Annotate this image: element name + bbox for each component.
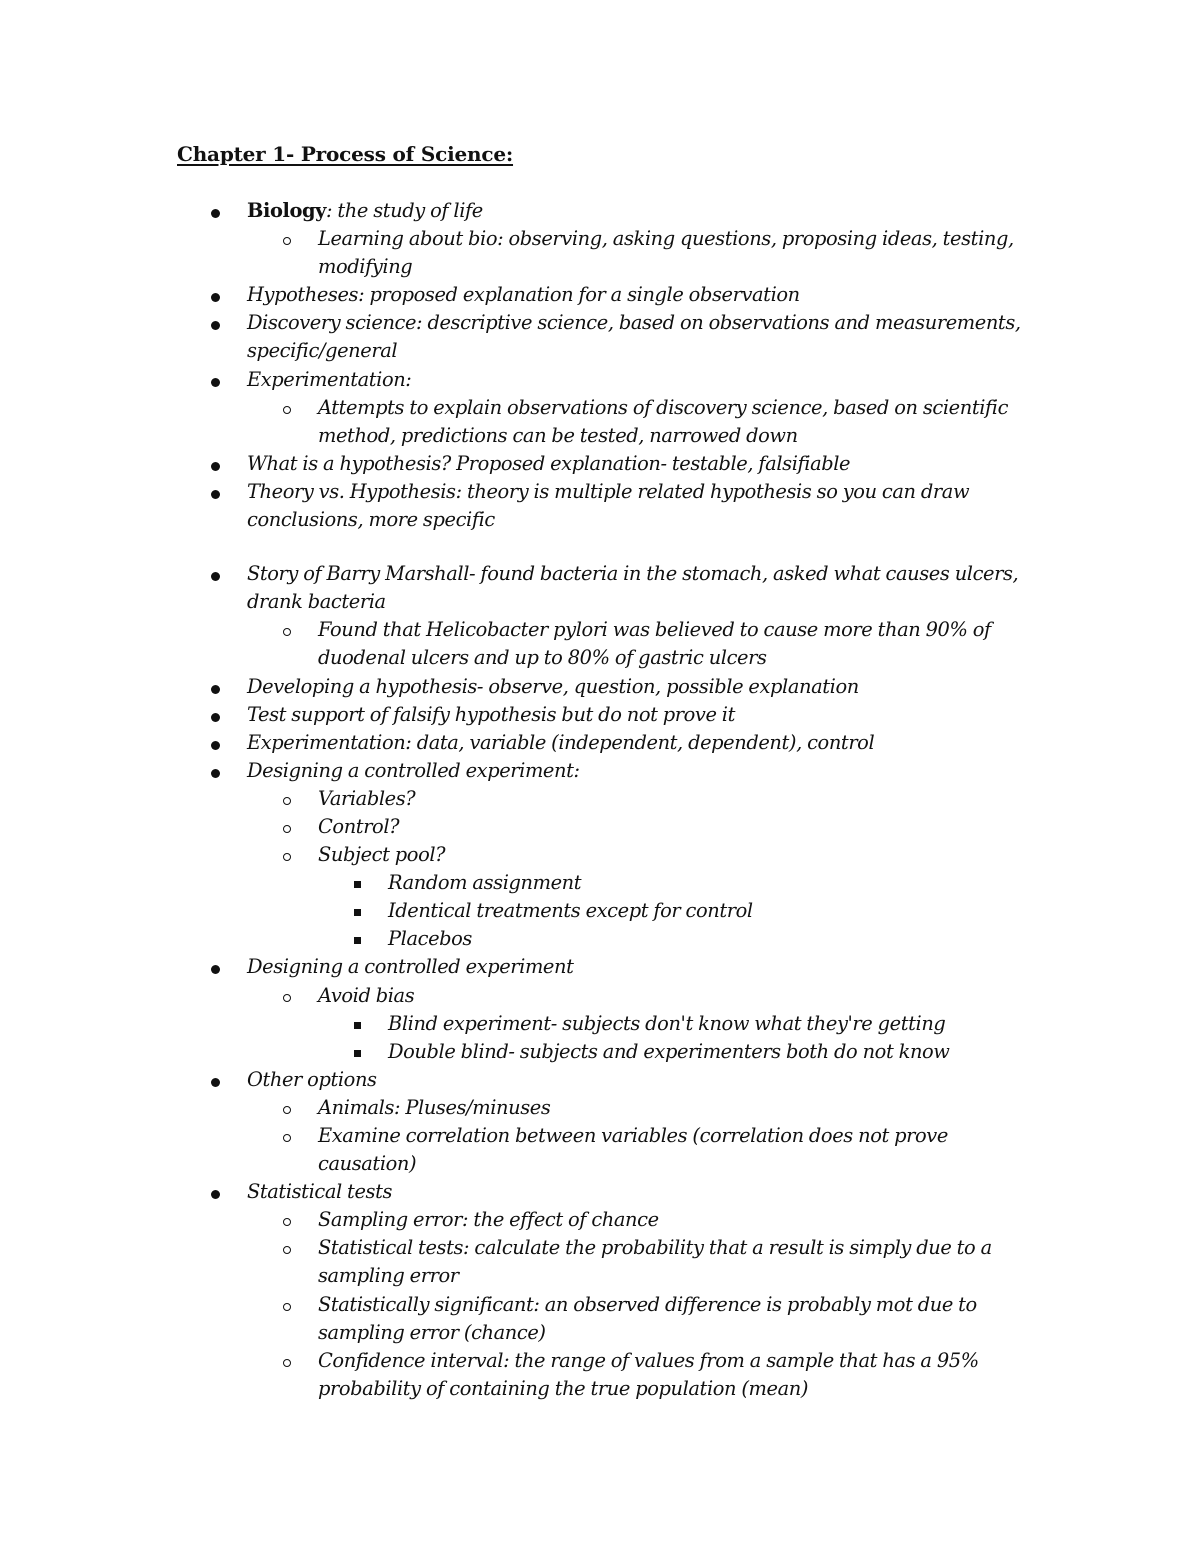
item-text: Attempts to explain observations of discovery science, based on scientific method, predictions can be tested, narrowed down [318,395,1009,447]
item-text: Discovery science: descriptive science, based on observations and measurements, specific/general [247,311,1021,363]
bullet-icon [211,965,220,974]
item-text: Double blind- subjects and experimenters both do not know [388,1039,950,1063]
circle-bullet-icon [283,628,291,636]
bullet-icon [211,490,220,499]
list-item-level-2 [318,394,1038,450]
circle-bullet-icon [283,1303,291,1311]
bullet-icon [211,1190,220,1199]
square-bullet-icon [354,1022,361,1029]
list-item-level-1 [247,1178,1037,1206]
list-item-level-2 [318,785,1038,813]
item-text: Other options [247,1067,377,1091]
item-text: Subject pool? [318,843,446,867]
blank-line [0,534,1200,560]
list-item-level-2 [318,1291,1038,1347]
notes-outline [0,197,1200,1403]
list-item-level-1 [247,701,1037,729]
list-item-level-1 [247,757,1037,785]
item-text: Found that Helicobacter pylori was believed to cause more than 90% of duodenal ulcers and up to 80% of gastric ulcers [318,618,991,670]
list-item-level-3 [388,925,1038,953]
circle-bullet-icon [283,994,291,1002]
list-item-level-2 [318,1347,1038,1403]
bullet-icon [211,462,220,471]
bullet-icon [211,713,220,722]
circle-bullet-icon [283,237,291,245]
list-item-level-1 [247,560,1037,616]
list-item-level-3 [388,1038,1038,1066]
bullet-icon [211,572,220,581]
circle-bullet-icon [283,1218,291,1226]
list-item-level-1 [247,309,1037,365]
circle-bullet-icon [283,797,291,805]
bullet-icon [211,209,220,218]
list-item-level-1 [247,197,1037,225]
list-item-level-2 [318,616,1038,672]
bullet-icon [211,321,220,330]
item-text: Identical treatments except for control [388,899,753,923]
square-bullet-icon [354,1050,361,1057]
item-text: Examine correlation between variables (correlation does not prove causation) [318,1124,948,1176]
square-bullet-icon [354,909,361,916]
item-text: Learning about bio: observing, asking questions, proposing ideas, testing, modifying [318,227,1014,279]
circle-bullet-icon [283,1246,291,1254]
item-text: Designing a controlled experiment: [247,758,580,782]
bullet-icon [211,378,220,387]
item-text: Designing a controlled experiment [247,955,574,979]
list-item-level-2 [318,1122,1038,1178]
circle-bullet-icon [283,853,291,861]
list-item-level-1 [247,729,1037,757]
item-text: Control? [318,814,400,838]
list-item-level-1 [247,1066,1037,1094]
page-title: Chapter 1- Process of Science: [177,142,514,166]
item-text: Statistically significant: an observed difference is probably mot due to sampling error (chance) [318,1292,977,1344]
item-text: Theory vs. Hypothesis: theory is multiple related hypothesis so you can draw conclusions, more specific [247,479,970,532]
item-text: Story of Barry Marshall- found bacteria in the stomach, asked what causes ulcers, drank bacteria [247,562,1019,614]
item-text: Avoid bias [318,983,415,1007]
list-item-level-2 [318,225,1038,281]
list-item-level-3 [388,869,1038,897]
circle-bullet-icon [283,1106,291,1114]
bullet-icon [211,685,220,694]
item-text: : the study of life [326,199,483,222]
list-item-level-3 [388,897,1038,925]
item-text: Experimentation: [247,367,412,391]
square-bullet-icon [354,881,361,888]
circle-bullet-icon [283,825,291,833]
circle-bullet-icon [283,1359,291,1367]
list-item-level-1 [247,281,1037,309]
list-item-level-2 [318,841,1038,869]
item-text: Blind experiment- subjects don't know what they're getting [388,1011,946,1035]
bullet-icon [211,1078,220,1087]
list-item-level-3 [388,1010,1038,1038]
list-item-level-1 [247,478,1037,534]
item-text: Variables? [318,786,416,810]
list-item-level-2 [318,1094,1038,1122]
list-item-level-1 [247,450,1037,478]
item-text: Statistical tests: calculate the probability that a result is simply due to a sampling error [318,1236,992,1288]
item-text: Confidence interval: the range of values from a sample that has a 95% probability of containing the true population (mean) [318,1348,979,1400]
circle-bullet-icon [283,1134,291,1142]
item-text: Developing a hypothesis- observe, question, possible explanation [247,674,859,698]
bullet-icon [211,769,220,778]
item-term: Biology [247,199,327,222]
item-text: Hypotheses: proposed explanation for a single observation [247,283,800,307]
list-item-level-1 [247,366,1037,394]
list-item-level-2 [318,982,1038,1010]
circle-bullet-icon [283,406,291,414]
list-item-level-1 [247,953,1037,981]
square-bullet-icon [354,937,361,944]
list-item-level-1 [247,673,1037,701]
list-item-level-2 [318,1206,1038,1234]
bullet-icon [211,741,220,750]
list-item-level-2 [318,1234,1038,1290]
list-item-level-2 [318,813,1038,841]
item-text: Placebos [388,927,472,951]
item-text: Animals: Pluses/minuses [318,1095,551,1119]
bullet-icon [211,293,220,302]
item-text: Test support of falsify hypothesis but do not prove it [247,702,735,726]
item-text: Sampling error: the effect of chance [318,1208,659,1232]
item-text: Experimentation: data, variable (independent, dependent), control [247,730,875,754]
item-text: Statistical tests [247,1180,393,1204]
item-text: What is a hypothesis? Proposed explanation- testable, falsifiable [247,451,851,475]
item-text: Random assignment [388,871,582,895]
